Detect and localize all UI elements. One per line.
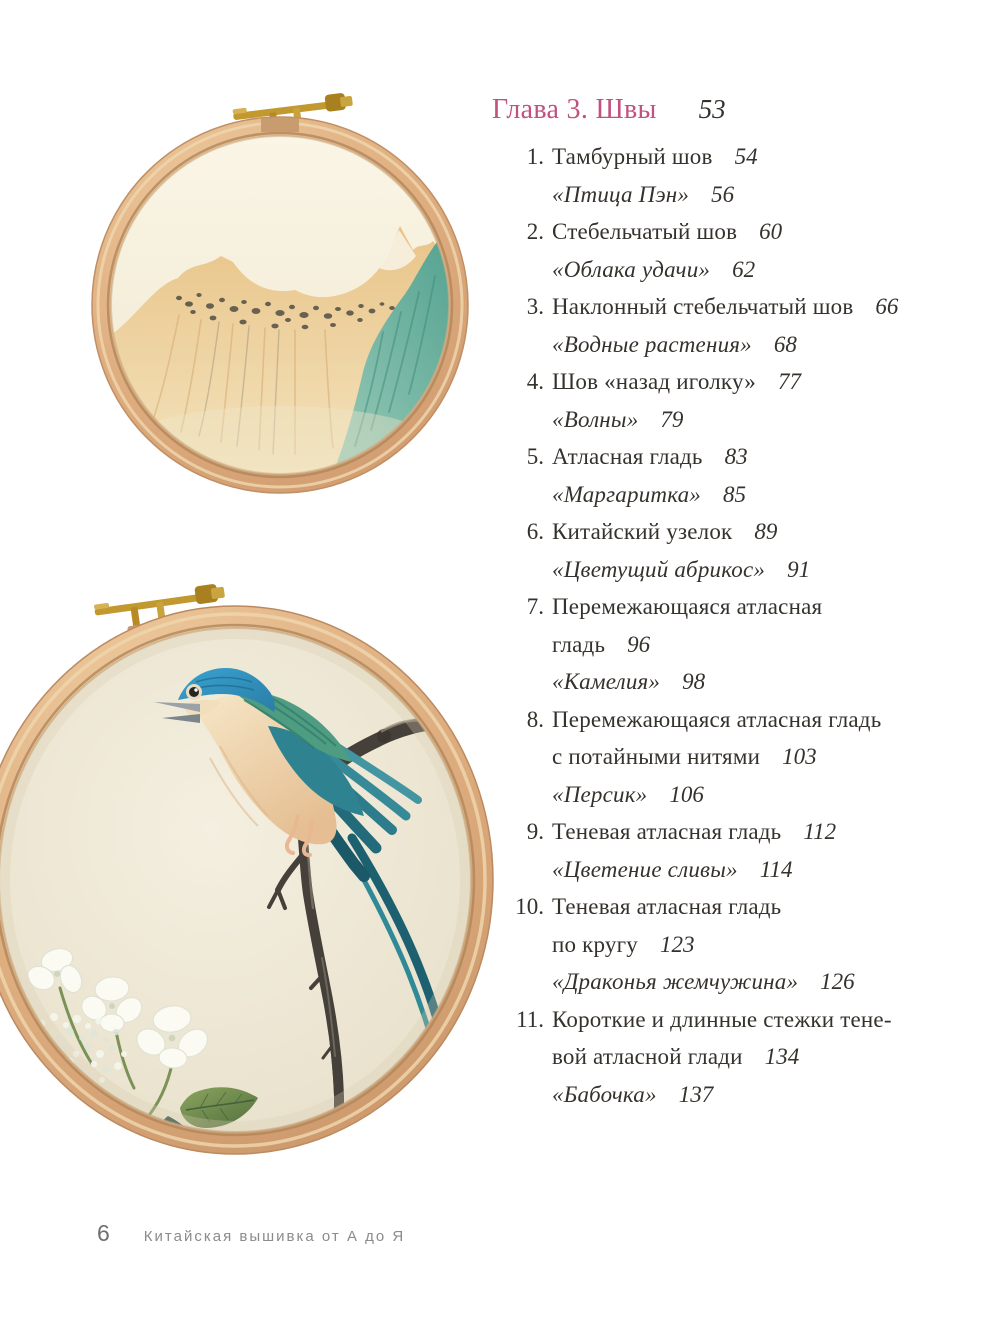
toc-item-page-number: 103 — [782, 744, 817, 769]
embroidery-hoop-bird-photo — [0, 576, 494, 1176]
page-footer — [97, 1220, 405, 1247]
chapter-heading — [492, 94, 932, 134]
toc-item-page-number: 137 — [678, 1081, 714, 1107]
bird-eye — [186, 684, 202, 700]
book-title: Китайская вышивка от А до Я — [143, 1228, 406, 1245]
toc-item-title: вой атласной глади — [552, 1044, 743, 1069]
toc-item-number: 11. — [516, 1006, 544, 1032]
toc-line — [492, 519, 932, 557]
toc-item-page-number: 56 — [711, 181, 735, 207]
toc-item-title: Короткие и длинные стежки тене- — [552, 1006, 892, 1032]
toc-item-page-number: 98 — [682, 669, 706, 694]
toc-item-page-number: 83 — [724, 444, 748, 469]
toc-item-number: 10. — [515, 894, 544, 919]
toc-item-page-number: 114 — [759, 856, 793, 882]
toc-line — [492, 219, 932, 257]
toc-line — [492, 557, 932, 595]
toc-line — [492, 969, 932, 1007]
toc-line — [492, 407, 932, 445]
toc-item-title: «Цветение сливы» — [552, 856, 738, 882]
toc-line — [492, 444, 932, 482]
toc-line — [492, 669, 932, 707]
toc-line — [492, 594, 932, 632]
toc-item-page-number: 96 — [627, 631, 651, 657]
toc-item-title: по кругу — [552, 931, 638, 957]
toc-item-page-number: 106 — [669, 781, 704, 807]
toc-line — [492, 332, 932, 370]
toc-line — [492, 744, 932, 782]
toc-item-title: Китайский узелок — [552, 519, 733, 544]
toc-line — [492, 182, 932, 220]
toc-item-page-number: 89 — [754, 519, 778, 544]
toc-item-title: «Птица Пэн» — [552, 181, 690, 207]
toc-item-title: «Персик» — [552, 781, 648, 807]
toc-item-number: 2. — [526, 219, 544, 244]
toc-item-page-number: 66 — [875, 294, 899, 319]
toc-item-title: Атласная гладь — [552, 444, 703, 469]
toc-line — [492, 894, 932, 932]
toc-item-page-number: 126 — [820, 969, 855, 994]
toc-item-page-number: 112 — [803, 819, 837, 844]
toc-item-number: 6. — [526, 519, 544, 544]
toc-item-title: с потайными нитями — [552, 744, 761, 769]
toc-item-page-number: 123 — [659, 931, 695, 957]
toc-item-title: Тамбурный шов — [552, 144, 713, 169]
toc-item-title: Теневая атласная гладь — [552, 894, 782, 919]
toc-item-page-number: 68 — [773, 331, 797, 357]
toc-item-title: «Маргаритка» — [552, 481, 702, 507]
toc-item-number: 7. — [526, 594, 544, 619]
toc-item-number: 5. — [526, 444, 544, 469]
toc-item-page-number: 54 — [734, 144, 758, 169]
toc-item-title: «Облака удачи» — [552, 256, 711, 282]
toc-item-number: 9. — [526, 819, 544, 844]
toc-item-title: «Водные растения» — [552, 331, 752, 357]
toc-item-page-number: 85 — [723, 481, 747, 507]
toc-line — [492, 294, 932, 332]
toc-item-page-number: 79 — [660, 406, 684, 432]
toc-item-title: гладь — [552, 631, 606, 657]
table-of-contents — [492, 94, 932, 1119]
toc-item-title: «Волны» — [552, 406, 639, 432]
toc-line — [492, 144, 932, 182]
toc-item-page-number: 77 — [777, 369, 801, 394]
toc-line — [492, 1082, 932, 1120]
toc-line — [492, 257, 932, 295]
embroidery-hoop-landscape-photo — [83, 80, 483, 505]
toc-item-number: 8. — [526, 706, 544, 732]
toc-line — [492, 1044, 932, 1082]
toc-item-title: Перемежающаяся атласная гладь — [552, 706, 882, 732]
toc-item-title: «Цветущий абрикос» — [552, 556, 766, 582]
toc-entries — [492, 144, 932, 1119]
toc-item-title: Стебельчатый шов — [552, 219, 738, 244]
toc-item-page-number: 62 — [732, 256, 756, 282]
toc-item-number: 4. — [526, 369, 544, 394]
toc-line — [492, 369, 932, 407]
toc-line — [492, 482, 932, 520]
toc-item-title: «Драконья жемчужина» — [552, 969, 799, 994]
toc-line — [492, 819, 932, 857]
toc-item-number: 1. — [526, 144, 544, 169]
chapter-page-number: 53 — [698, 94, 726, 124]
page-number: 6 — [97, 1220, 110, 1246]
toc-item-title: Перемежающаяся атласная — [552, 594, 823, 619]
toc-line — [492, 857, 932, 895]
toc-item-page-number: 134 — [764, 1044, 800, 1069]
chapter-title: Глава 3. Швы — [492, 94, 657, 125]
toc-item-number: 3. — [526, 294, 544, 319]
toc-item-title: Теневая атласная гладь — [552, 819, 782, 844]
toc-item-title: Шов «назад иголку» — [552, 369, 756, 394]
toc-line — [492, 632, 932, 670]
toc-line — [492, 707, 932, 745]
toc-item-page-number: 60 — [759, 219, 783, 244]
toc-line — [492, 1007, 932, 1045]
toc-line — [492, 782, 932, 820]
toc-item-title: Наклонный стебельчатый шов — [552, 294, 854, 319]
toc-item-title: «Бабочка» — [552, 1081, 657, 1107]
toc-item-page-number: 91 — [787, 556, 811, 582]
toc-item-title: «Камелия» — [552, 669, 661, 694]
toc-line — [492, 932, 932, 970]
